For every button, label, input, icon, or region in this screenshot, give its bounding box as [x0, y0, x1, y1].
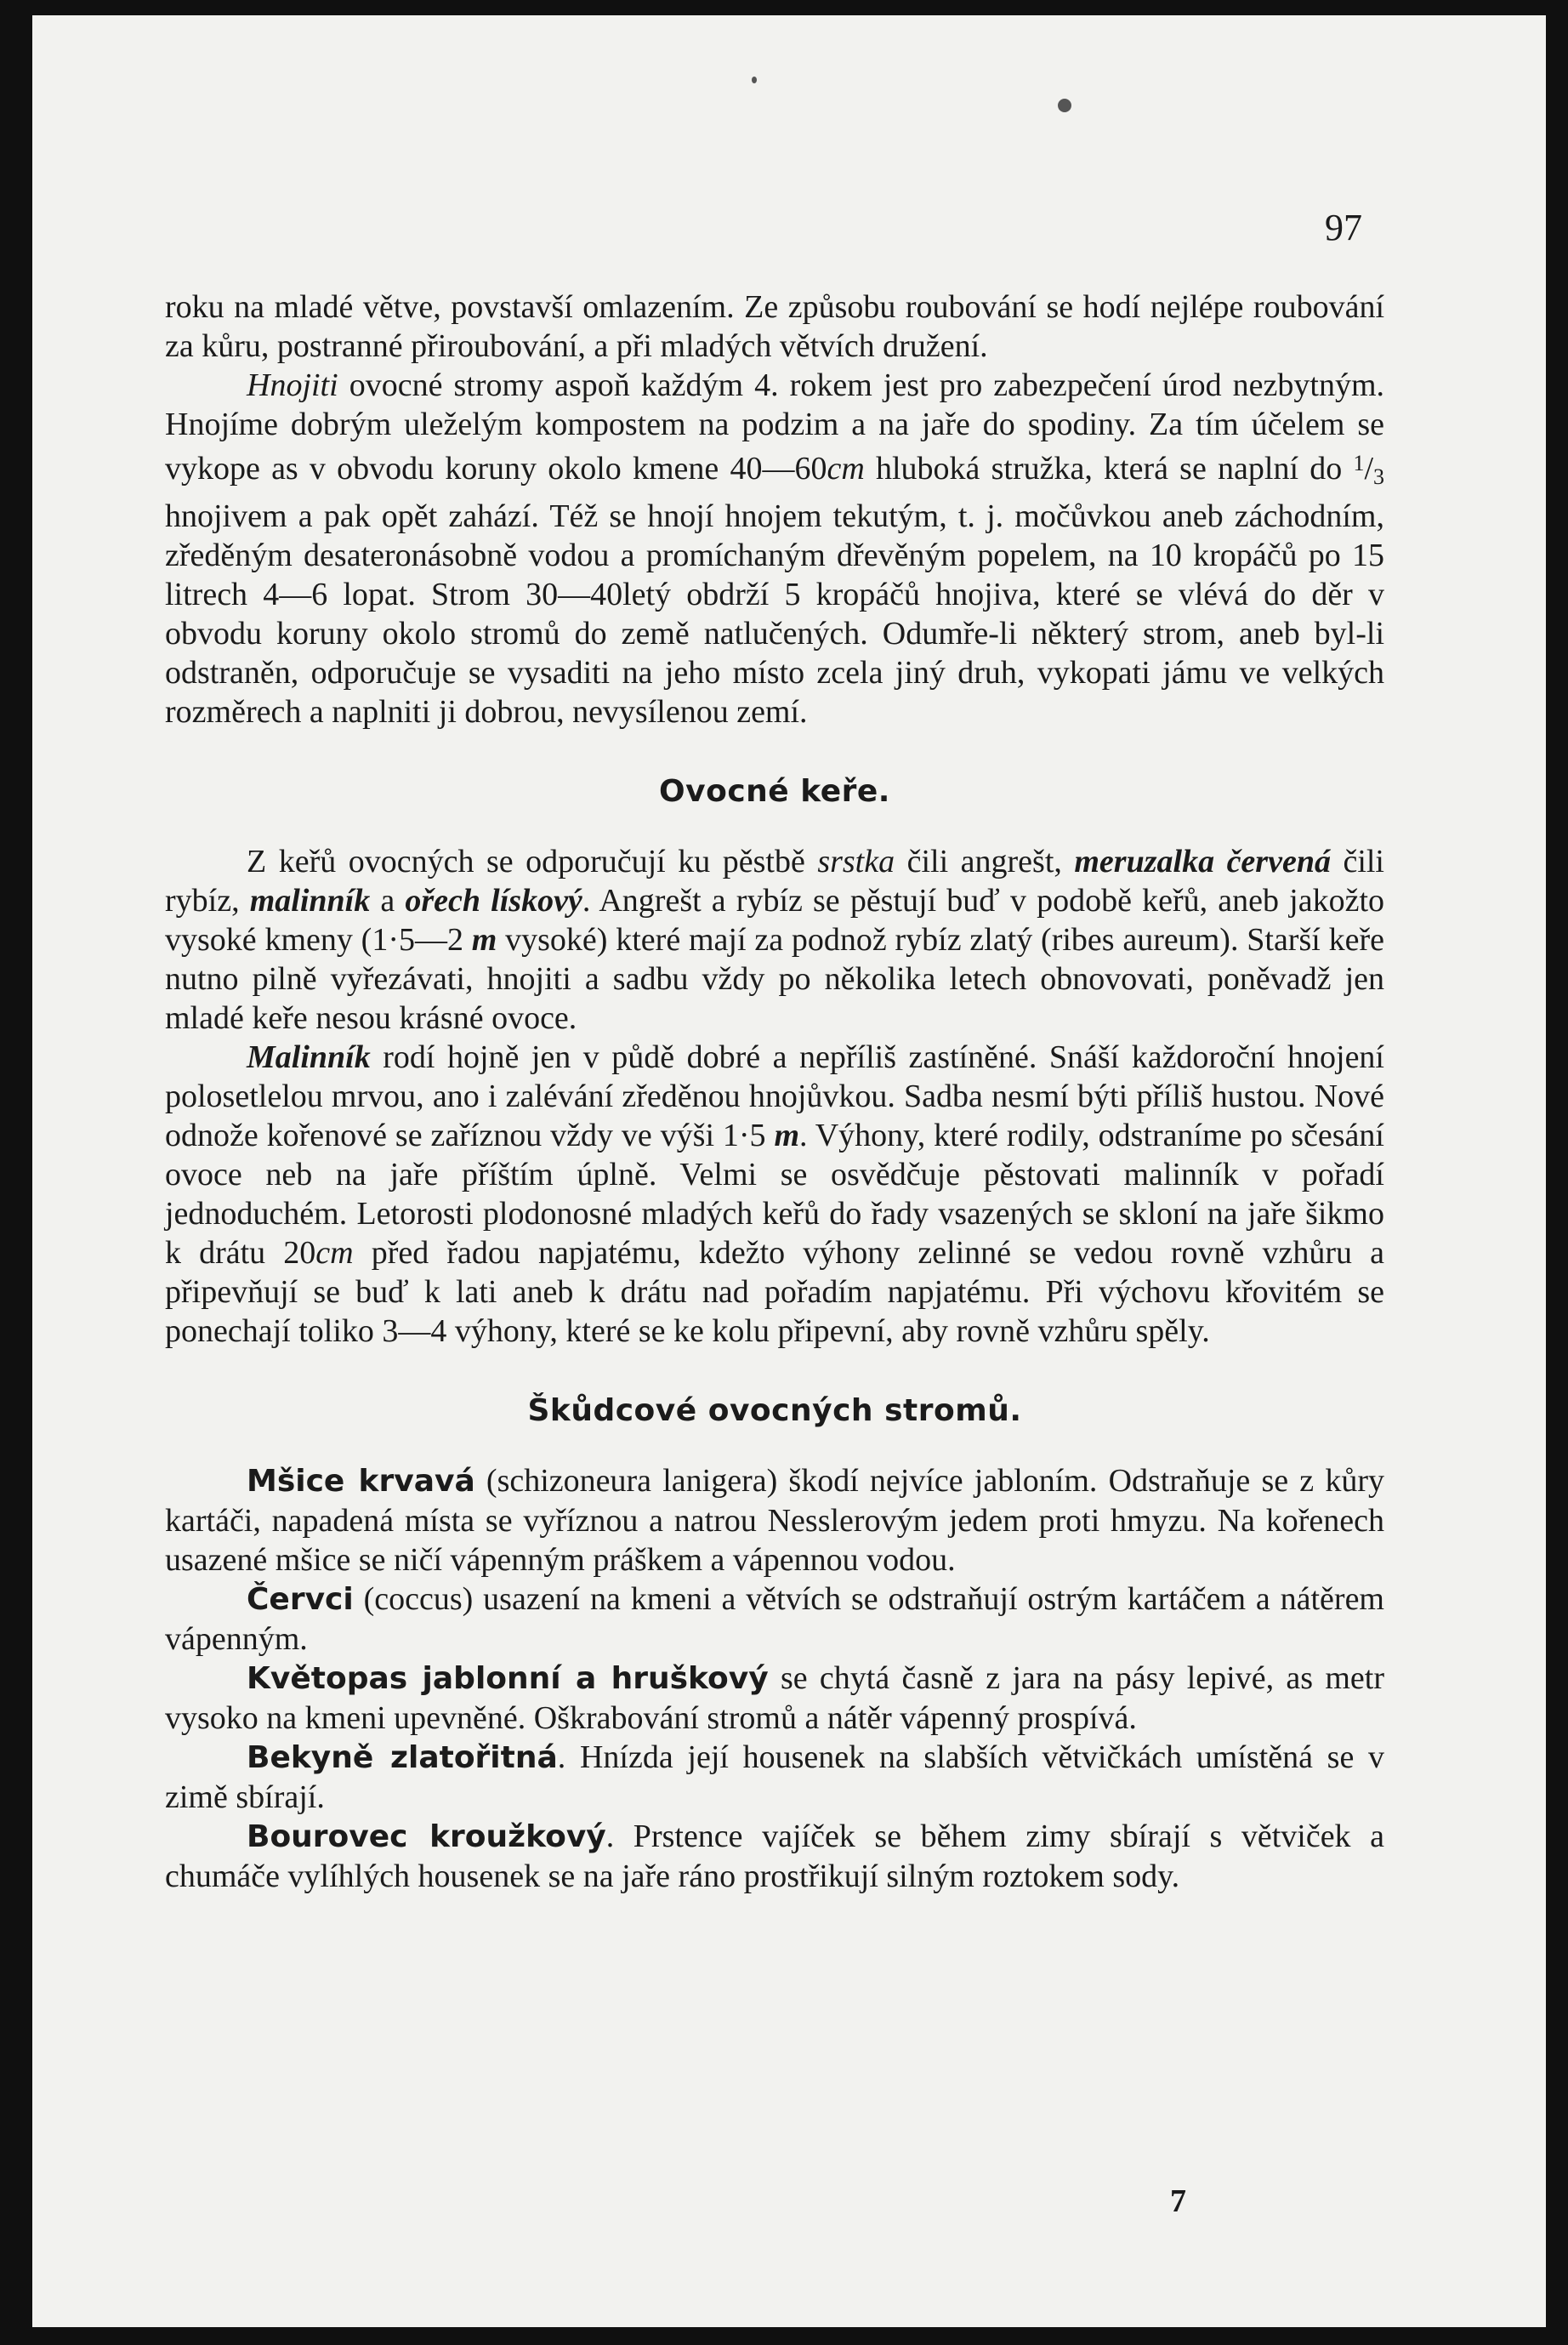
- section-heading-pests: Škůdcové ovocných stromů.: [527, 1393, 1022, 1428]
- fertilizing-lead: Hnojiti: [247, 367, 338, 403]
- print-speck: [1058, 99, 1071, 112]
- pest-paragraph: Květopas jablonní a hruškový se chytá časně z jara na pásy lepivé, as metr vysoko na kmeni upevněné. Oškrabování stromů a nátěr vápenný prospívá.: [165, 1660, 1384, 1736]
- shrubs-paragraph: Z keřů ovocných se odporučují ku pěstbě srstka čili angrešt, meruzalka červená čili rybíz, malinník a ořech lískový. Angrešt a rybíz se pěstují buď v podobě keřů, aneb jakožto vysoké kmeny (1·5—2 m vysoké) které mají za podnož rybíz zlatý (ribes aureum). Starší keře nutno pilně vyřezávati, hnojiti a sadbu vždy po několika letech obnovovati, poněvadž jen mladé keře nesou krásné ovoce.: [165, 844, 1385, 1036]
- pest-name: Mšice krvavá: [247, 1464, 475, 1499]
- pest-name: Květopas jablonní a hruškový: [247, 1661, 769, 1696]
- page-number: 97: [1325, 207, 1362, 248]
- pest-name: Bourovec kroužkový: [247, 1819, 606, 1854]
- pest-paragraph: Mšice krvavá (schizoneura lanigera) škodí nejvíce jabloním. Odstraňuje se z kůry kartáči, napadená místa se vyříznou a natrou Nesslerovým jedem proti hmyzu. Na kořenech usazené mšice se ničí vápenným práškem a vápennou vodou.: [165, 1463, 1384, 1578]
- signature-mark: 7: [1170, 2183, 1186, 2219]
- section-heading-shrubs: Ovocné keře.: [659, 774, 890, 809]
- page-body: [165, 287, 1384, 1896]
- raspberry-paragraph: Malinník rodí hojně jen v půdě dobré a nepříliš zastíněné. Snáší každoroční hnojení polosetlelou mrvou, ano i zalévání zředěnou hnojůvkou. Sadba nesmí býti příliš hustou. Nové odnože kořenové se zaříznou vždy ve výši 1·5 m. Výhony, které rodily, odstraníme po sčesání ovoce neb na jaře příštím úplně. Velmi se osvědčuje pěstovati malinník v pořadí jednoduchém. Letorosti plodonosné mladých keřů do řady vsazených se skloní na jaře šikmo k drátu 20cm před řadou napjatému, kdežto výhony zelinné se vedou rovně vzhůru a připevňují se buď k lati aneb k drátu nad pořadím napjatému. Při výchovu křovitém se ponechají toliko 3—4 výhony, které se ke kolu připevní, aby rovně vzhůru spěly.: [165, 1039, 1385, 1349]
- fertilizing-paragraph: Hnojiti ovocné stromy aspoň každým 4. rokem jest pro zabezpečení úrod nezbytným. Hnojíme dobrým uleželým kompostem na podzim a na jaře do spodiny. Za tím účelem se vykope as v obvodu koruny okolo kmene 40—60cm hluboká stružka, která se naplní do $^1/_3$ hnojivem a pak opět zahází. Též se hnojí hnojem tekutým, t. j. močůvkou aneb záchodním, zředěným desateronásobně vodou a promíchaným dřevěným popelem, na 10 kropáčů po 15 litrech 4—6 lopat. Strom 30—40letý obdrží 5 kropáčů hnojiva, které se vlévá do děr v obvodu koruny okolo stromů do země natlučených. Odumře-li některý strom, aneb byl-li odstraněn, odporučuje se vysaditi na jeho místo zcela jiný druh, vykopati jámu ve velkých rozměrech a naplniti ji dobrou, nevysílenou zemí.: [165, 367, 1384, 730]
- pest-paragraph: Červci (coccus) usazení na kmeni a větvích se odstraňují ostrým kartáčem a nátěrem vápenným.: [165, 1581, 1384, 1657]
- pest-name: Červci: [247, 1582, 354, 1617]
- pest-paragraph: Bourovec kroužkový. Prstence vajíček se během zimy sbírají s větviček a chumáče vylíhlých housenek se na jaře ráno prostřikují silným roztokem sody.: [165, 1819, 1384, 1894]
- intro-paragraph: roku na mladé větve, povstavší omlazením. Ze způsobu roubování se hodí nejlépe roubování za kůru, postranné přiroubování, a při mladých větvích družení.: [165, 289, 1384, 364]
- book-page: [32, 15, 1546, 2327]
- print-speck: [752, 77, 757, 83]
- raspberry-lead: Malinník: [247, 1039, 371, 1075]
- pest-name: Bekyně zlatořitná: [247, 1740, 558, 1775]
- pest-paragraph: Bekyně zlatořitná. Hnízda její housenek na slabších větvičkách umístěná se v zimě sbírají.: [165, 1739, 1385, 1815]
